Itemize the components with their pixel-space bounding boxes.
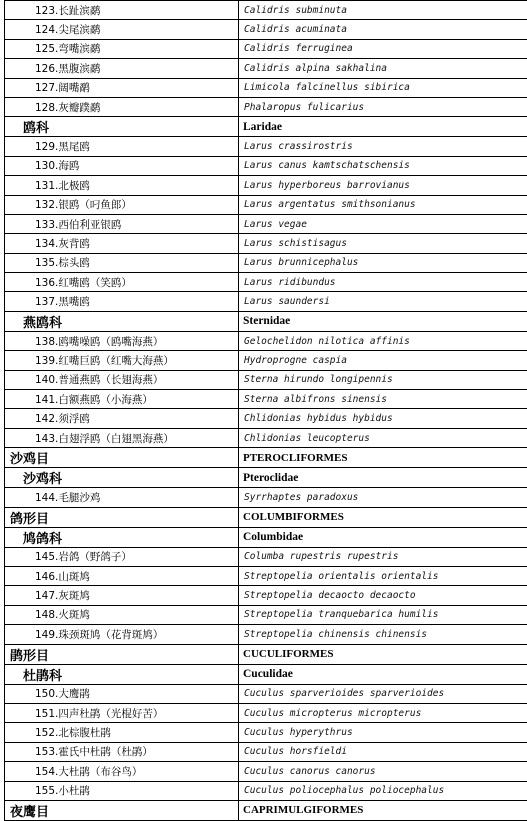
species-row bbox=[5, 137, 527, 156]
species-row bbox=[5, 428, 527, 447]
species-latin-name: Calidris ferruginea bbox=[239, 39, 527, 58]
species-latin-name: Sterna hirundo longipennis bbox=[239, 370, 527, 389]
species-row bbox=[5, 1, 527, 20]
order-latin-name: CUCULIFORMES bbox=[239, 644, 527, 664]
species-row bbox=[5, 781, 527, 800]
species-row bbox=[5, 390, 527, 409]
species-latin-name: Cuculus micropterus micropterus bbox=[239, 703, 527, 722]
family-latin-name: Pteroclidae bbox=[239, 468, 527, 488]
species-chinese-name: 139.红嘴巨鸥（红嘴大海燕） bbox=[5, 351, 239, 370]
species-chinese-name: 138.鸥嘴噪鸥（鸥嘴海燕） bbox=[5, 331, 239, 350]
order-latin-name: CAPRIMULGIFORMES bbox=[239, 800, 527, 820]
species-table-body bbox=[5, 1, 527, 821]
species-chinese-name: 130.海鸥 bbox=[5, 156, 239, 175]
species-row bbox=[5, 762, 527, 781]
family-chinese-name: 沙鸡科 bbox=[5, 468, 239, 488]
species-latin-name: Larus argentatus smithsonianus bbox=[239, 195, 527, 214]
species-latin-name: Cuculus poliocephalus poliocephalus bbox=[239, 781, 527, 800]
species-chinese-name: 149.珠颈斑鸠（花背斑鸠） bbox=[5, 625, 239, 644]
species-chinese-name: 125.弯嘴滨鹬 bbox=[5, 39, 239, 58]
species-latin-name: Larus ridibundus bbox=[239, 273, 527, 292]
order-chinese-name: 鹃形目 bbox=[5, 644, 239, 664]
order-row bbox=[5, 644, 527, 664]
species-row bbox=[5, 370, 527, 389]
species-chinese-name: 147.灰斑鸠 bbox=[5, 586, 239, 605]
family-latin-name: Sternidae bbox=[239, 311, 527, 331]
species-latin-name: Limicola falcinellus sibirica bbox=[239, 78, 527, 97]
species-latin-name: Larus saundersi bbox=[239, 292, 527, 311]
species-row bbox=[5, 723, 527, 742]
species-row bbox=[5, 605, 527, 624]
species-chinese-name: 155.小杜鹃 bbox=[5, 781, 239, 800]
species-chinese-name: 151.四声杜鹃（光棍好苦） bbox=[5, 703, 239, 722]
species-row bbox=[5, 20, 527, 39]
species-row bbox=[5, 234, 527, 253]
species-latin-name: Larus schistisagus bbox=[239, 234, 527, 253]
species-latin-name: Larus hyperboreus barrovianus bbox=[239, 176, 527, 195]
family-chinese-name: 鸠鸽科 bbox=[5, 527, 239, 547]
species-row bbox=[5, 625, 527, 644]
species-chinese-name: 136.红嘴鸥（笑鸥） bbox=[5, 273, 239, 292]
species-latin-name: Larus brunnicephalus bbox=[239, 253, 527, 272]
species-chinese-name: 154.大杜鹃（布谷鸟） bbox=[5, 762, 239, 781]
species-row bbox=[5, 253, 527, 272]
species-latin-name: Syrrhaptes paradoxus bbox=[239, 488, 527, 507]
species-latin-name: Columba rupestris rupestris bbox=[239, 547, 527, 566]
species-row bbox=[5, 292, 527, 311]
species-latin-name: Larus vegae bbox=[239, 214, 527, 233]
species-latin-name: Cuculus sparverioides sparverioides bbox=[239, 684, 527, 703]
species-row bbox=[5, 566, 527, 585]
species-latin-name: Streptopelia decaocto decaocto bbox=[239, 586, 527, 605]
order-chinese-name: 鸽形目 bbox=[5, 507, 239, 527]
species-chinese-name: 141.白额燕鸥（小海燕） bbox=[5, 390, 239, 409]
species-table bbox=[4, 0, 527, 821]
species-chinese-name: 140.普通燕鸥（长翅海燕） bbox=[5, 370, 239, 389]
species-row bbox=[5, 331, 527, 350]
species-row bbox=[5, 59, 527, 78]
order-chinese-name: 夜鹰目 bbox=[5, 800, 239, 820]
species-chinese-name: 137.黑嘴鸥 bbox=[5, 292, 239, 311]
family-chinese-name: 鸥科 bbox=[5, 117, 239, 137]
family-row bbox=[5, 527, 527, 547]
species-chinese-name: 146.山斑鸠 bbox=[5, 566, 239, 585]
family-chinese-name: 燕鸥科 bbox=[5, 311, 239, 331]
species-row bbox=[5, 156, 527, 175]
species-row bbox=[5, 39, 527, 58]
species-chinese-name: 144.毛腿沙鸡 bbox=[5, 488, 239, 507]
species-chinese-name: 132.银鸥（叼鱼郎） bbox=[5, 195, 239, 214]
order-row bbox=[5, 448, 527, 468]
order-latin-name: PTEROCLIFORMES bbox=[239, 448, 527, 468]
species-row bbox=[5, 176, 527, 195]
species-row bbox=[5, 351, 527, 370]
species-latin-name: Calidris subminuta bbox=[239, 1, 527, 20]
family-row bbox=[5, 117, 527, 137]
species-row bbox=[5, 703, 527, 722]
species-latin-name: Cuculus horsfieldi bbox=[239, 742, 527, 761]
species-row bbox=[5, 195, 527, 214]
species-row bbox=[5, 742, 527, 761]
species-row bbox=[5, 78, 527, 97]
species-chinese-name: 126.黑腹滨鹬 bbox=[5, 59, 239, 78]
species-row bbox=[5, 409, 527, 428]
species-latin-name: Larus crassirostris bbox=[239, 137, 527, 156]
species-chinese-name: 134.灰背鸥 bbox=[5, 234, 239, 253]
species-chinese-name: 135.棕头鸥 bbox=[5, 253, 239, 272]
species-row bbox=[5, 97, 527, 116]
species-latin-name: Calidris acuminata bbox=[239, 20, 527, 39]
order-chinese-name: 沙鸡目 bbox=[5, 448, 239, 468]
species-chinese-name: 131.北极鸥 bbox=[5, 176, 239, 195]
species-chinese-name: 143.白翅浮鸥（白翅黑海燕） bbox=[5, 428, 239, 447]
species-row bbox=[5, 488, 527, 507]
species-latin-name: Phalaropus fulicarius bbox=[239, 97, 527, 116]
order-row bbox=[5, 800, 527, 820]
order-latin-name: COLUMBIFORMES bbox=[239, 507, 527, 527]
species-row bbox=[5, 273, 527, 292]
family-latin-name: Columbidae bbox=[239, 527, 527, 547]
species-latin-name: Gelochelidon nilotica affinis bbox=[239, 331, 527, 350]
family-row bbox=[5, 468, 527, 488]
family-chinese-name: 杜鹃科 bbox=[5, 664, 239, 684]
species-chinese-name: 148.火斑鸠 bbox=[5, 605, 239, 624]
family-row bbox=[5, 311, 527, 331]
species-chinese-name: 150.大鹰鹃 bbox=[5, 684, 239, 703]
species-latin-name: Cuculus hyperythrus bbox=[239, 723, 527, 742]
family-latin-name: Laridae bbox=[239, 117, 527, 137]
family-row bbox=[5, 664, 527, 684]
species-latin-name: Calidris alpina sakhalina bbox=[239, 59, 527, 78]
species-chinese-name: 142.须浮鸥 bbox=[5, 409, 239, 428]
species-chinese-name: 129.黑尾鸥 bbox=[5, 137, 239, 156]
species-latin-name: Cuculus canorus canorus bbox=[239, 762, 527, 781]
species-chinese-name: 127.阔嘴鹬 bbox=[5, 78, 239, 97]
species-latin-name: Sterna albifrons sinensis bbox=[239, 390, 527, 409]
species-chinese-name: 123.长趾滨鹬 bbox=[5, 1, 239, 20]
species-latin-name: Chlidonias hybidus hybidus bbox=[239, 409, 527, 428]
species-latin-name: Streptopelia orientalis orientalis bbox=[239, 566, 527, 585]
family-latin-name: Cuculidae bbox=[239, 664, 527, 684]
species-chinese-name: 124.尖尾滨鹬 bbox=[5, 20, 239, 39]
species-latin-name: Chlidonias leucopterus bbox=[239, 428, 527, 447]
species-latin-name: Hydroprogne caspia bbox=[239, 351, 527, 370]
species-chinese-name: 152.北棕腹杜鹃 bbox=[5, 723, 239, 742]
species-chinese-name: 145.岩鸽（野鸽子） bbox=[5, 547, 239, 566]
species-latin-name: Streptopelia tranquebarica humilis bbox=[239, 605, 527, 624]
species-latin-name: Streptopelia chinensis chinensis bbox=[239, 625, 527, 644]
species-row bbox=[5, 586, 527, 605]
species-chinese-name: 128.灰瓣蹼鹬 bbox=[5, 97, 239, 116]
species-chinese-name: 153.霍氏中杜鹃（杜鹃） bbox=[5, 742, 239, 761]
order-row bbox=[5, 507, 527, 527]
species-row bbox=[5, 214, 527, 233]
species-chinese-name: 133.西伯利亚银鸥 bbox=[5, 214, 239, 233]
species-latin-name: Larus canus kamtschatschensis bbox=[239, 156, 527, 175]
species-row bbox=[5, 684, 527, 703]
species-row bbox=[5, 547, 527, 566]
